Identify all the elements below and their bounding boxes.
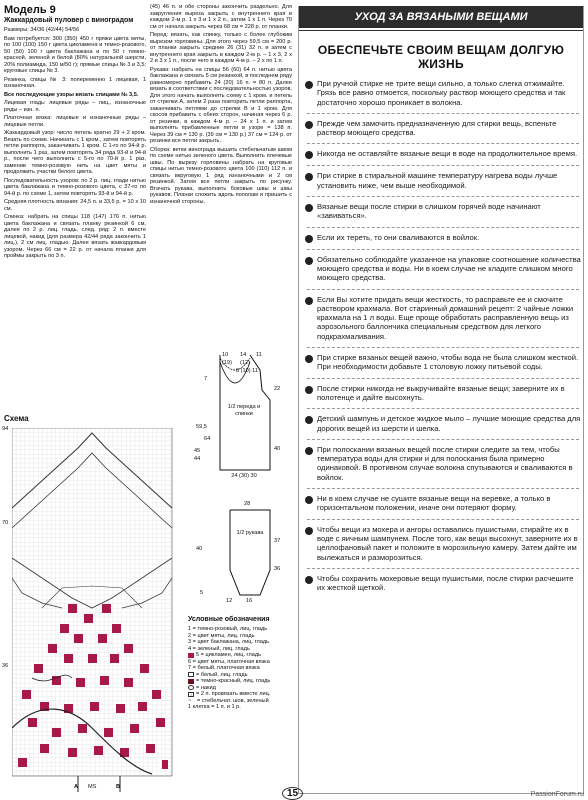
knitting-scheme (12, 428, 184, 796)
care-tip (299, 353, 583, 372)
legend-item: = белый, лиц. гладь (196, 671, 248, 678)
pattern-top-dim: 10 (222, 352, 229, 358)
legend-item: 4 = зеленый, лиц. гладь (188, 645, 250, 652)
ms-label: MS (88, 784, 97, 790)
bullet-icon (305, 257, 313, 265)
model-subtitle: Жаккардовый пуловер с виноградом (4, 17, 134, 24)
care-tip (299, 445, 583, 482)
bullet-icon (305, 355, 313, 363)
legend-item: 1 клетка = 1 п. и 1 р. (188, 704, 241, 710)
care-tip-text: При стирке вязаных вещей важно, чтобы вода не была слишком жесткой. При необходимости добавьте 1 столовую ложку питьевой соды. (317, 353, 579, 372)
divider (307, 289, 579, 290)
instruction-paragraph: Все последующие узоры вязать спицами № 3,5. (4, 91, 139, 98)
front-bottom-dim: 24 (30) 30 (231, 473, 257, 479)
divider (307, 227, 579, 228)
legend-title: Условные обозначения (188, 616, 270, 623)
care-tip (299, 494, 583, 513)
model-title: Модель 9 (4, 4, 56, 16)
legend-item: 2 = цвет мяты, лиц. гладь (188, 632, 255, 639)
pattern-top-dim: 11 (256, 352, 262, 358)
bullet-icon (305, 447, 313, 455)
k2tog-icon: / (188, 692, 194, 697)
sleeve-piece-label: 1/2 рукава (236, 530, 264, 536)
instruction-paragraph: Платочная вязка: лицевые и изнаночные ряды – лицевые петли. (4, 115, 146, 128)
divider (307, 347, 579, 348)
row-number-36: 36 (2, 663, 9, 669)
bullet-icon (305, 297, 313, 305)
instruction-paragraph: (45) 46 п. и обе стороны закончить раздельно. Для закругления выреза закрыть с внутреннего края в каждом 2-м р. 1 х 3 и 1 х 2 п., затем 1 х 1 п. Через 70 см от начала закрыть через 68 см = 228 р. от планки. (150, 4, 292, 30)
bullet-icon (305, 576, 313, 584)
care-tip (299, 119, 583, 138)
pattern-left-dim: 45 (194, 448, 201, 454)
sleeve-bottom-dim: 16 (246, 598, 253, 604)
care-tip (299, 79, 583, 107)
care-tip (299, 233, 583, 243)
instruction-paragraph: Вам потребуется: 300 (350) 450 г пряжи цвета мяты, по 100 (100) 150 г цвета цикламена и темно-розового, 50 (50) 100 г цвета баклажана и по 50 г темно-красной, зеленой и белой (80% натуральной шерсти, 20% полиамида, 150 м/50 г); прямые спицы № 3 и 3,5; круговые спицы № 3. (4, 35, 146, 74)
instruction-paragraph: Размеры: 34/36 (42/44) 54/56 (4, 27, 80, 33)
divider (307, 143, 579, 144)
care-tip-text: При ручной стирке не трите вещи сильно, а только слегка отжимайте. Грязь все равно отмоется, поскольку раствор моющего средства и так достаточно хорошо проникает в волокна. (317, 79, 566, 107)
bullet-icon (305, 204, 313, 212)
instruction-paragraph: Жаккардовый узор: число петель кратно 29 + 2 кром. Вязать по схеме. Начинать с 1 кром., затем повторять петли раппорта, заканчивать 1 кром. С 1-го по 94-й р. выполнить 1 раз, затем повторять 34 ряда 93-й и 94-й р., после чего выполнить с 5-го по 70-й р. 1 раз, заменив темно-розовую нить на цвет мяты и продолжить участки белого цвета. (4, 130, 146, 175)
divider (307, 196, 579, 197)
care-heading: ОБЕСПЕЧЬТЕ СВОИМ ВЕЩАМ ДОЛГУЮ ЖИЗНЬ (317, 43, 565, 71)
divider (307, 165, 579, 166)
legend-item: 3 = цвет баклажана, лиц. гладь (188, 639, 270, 645)
pattern-top-dim: (12) (240, 360, 250, 366)
care-tip (299, 202, 583, 221)
bullet-icon (305, 386, 313, 394)
instruction-paragraph: Спинка: набрать на спицы 118 (147) 176 п. нитью цвета баклажана и связать планку резинкой 6 см, далее по 2 р. лиц. гладь, след. ряд: 2 п. вместе лицевой, накид (для размера 42/44 ряда закончить 1 лиц.), 2 см лиц. гладью. Далее вязать жаккардовым узором. Через 66 см = 22 р. от начала планки для проймы закрыть по 3 п. (4, 214, 146, 259)
care-tip-text: Ни в коем случае не сушите вязаные вещи на веревке, а только в горизонтальном положении, иначе они потеряют форму. (317, 494, 551, 513)
sleeve-right-dim: 36 (274, 566, 281, 572)
divider (307, 519, 579, 520)
bullet-icon (305, 173, 313, 181)
care-tip-text: При стирке в стиральной машине температуру нагрева воды лучше установить ниже, чем выше необходимой. (317, 171, 558, 190)
care-tip-text: Чтобы вещи из мохера и ангоры оставались пушистыми, стирайте их в воде с яичным шампунем. После того, как вещи высохнут, заверните их в целлофановый пакет и положите в морозильную камеру. Затем дайте им вылежаться и разморозиться. (317, 524, 578, 562)
divider (307, 249, 579, 250)
care-tip-text: Никогда не оставляйте вязаные вещи в воде на продолжительное время. (317, 149, 578, 159)
care-tips-column (298, 6, 584, 794)
bullet-icon (305, 496, 313, 504)
care-tip-text: Прежде чем замочить предназначенную для стирки вещь, вспеньте раствор моющего средства. (317, 118, 557, 138)
care-tip-text: Чтобы сохранить мохеровые вещи пушистыми, после стирки расчешите их жесткой щеткой. (317, 573, 574, 593)
pattern-top-dim: 8 (10) 11 (236, 368, 258, 374)
instruction-paragraph: Рукава: набрать на спицы 56 (60) 64 п. нитью цвета баклажана и связать 5 см резинкой, в последнем ряду равномерно прибавить 24 (20) 16 п. = 80 п. Далее вязать в соответствии с последовательностью узоров. Для этого начать выполнять схему с 1 кром. и петель от стрелки А, затем 2 раза повторить петли раппорта, заканчивать петлями до стрелки В и 1 кром. Для скосов прибавить с обеих сторон, начиная через 6 р. от резинки, в каждом 4-м р. – 24 х 1 п. и затем выполнять прибавленные петли в узоре = 138 п. Через 39 см = 130 р. (39 см = 130 р.) 37 см = 124 р. от резинки все петли закрыть. (150, 66, 292, 144)
instruction-paragraph: Лицевая гладь: лицевые ряды – лиц., изнаночные ряды – изн. п. (4, 100, 146, 113)
sleeve-left-dim: 5 (200, 590, 204, 596)
care-tip (299, 384, 583, 403)
divider (307, 378, 579, 379)
scheme-label: Схема (4, 414, 29, 423)
cyclamen-swatch-icon (188, 653, 194, 658)
sleeve-right-dim: 37 (274, 538, 281, 544)
stem-stitch-icon: ~ (188, 697, 192, 704)
instruction-paragraph: Последовательность узоров: по 2 р. лиц. глади нитью цвета баклажана и темно-розового цвета, с 37-го по 94-й р. по схеме 1, затем повторять 93-й и 94-й р. (4, 177, 146, 197)
legend-item: 7 = белый, платочная вязка (188, 665, 260, 671)
legend-item: 5 = цикламен, лиц. гладь (196, 652, 262, 658)
row-number-94: 94 (2, 426, 9, 432)
sleeve-top-dim: 28 (244, 501, 251, 507)
instructions-middle-column (150, 4, 292, 207)
legend-item: 6 = цвет мяты, платочная вязка (188, 658, 270, 665)
pattern-top-dim: 14 (240, 352, 247, 358)
instruction-paragraph: Средняя плотность вязания: 24,5 п. и 33,5 р. = 10 х 10 см. (4, 199, 146, 212)
care-tip-text: После стирки никогда не выкручивайте вязаные вещи; заверните их в полотенце и дайте высохнуть. (317, 383, 565, 402)
pattern-left-dim: 44 (194, 456, 201, 462)
pattern-top-dim: (19) (222, 360, 232, 366)
white-swatch-icon (188, 672, 194, 677)
legend (188, 616, 292, 711)
pattern-right-dim: 22 (274, 386, 281, 392)
sleeve-bottom-dim: 12 (226, 598, 233, 604)
pattern-left-dim: 59,5 (196, 424, 207, 430)
divider (307, 439, 579, 440)
instruction-paragraph: Резинка, спицы № 3: попеременно 1 лицевая, 1 изнаночная. (4, 76, 146, 89)
care-tip-text: Вязаные вещи после стирки в слишком горячей воде начинают «завиваться». (317, 202, 541, 221)
care-tip-text: Обязательно соблюдайте указанное на упаковке соотношение количества моющего средства и воды. Ни в коем случае не кладите слишком много моющего средства. (317, 254, 581, 283)
bullet-icon (305, 416, 313, 424)
legend-item: = 2 п. провязать вместе лиц. (196, 691, 271, 697)
instruction-paragraph: Перед: вязать, как спинку, только с более глубоким вырезом горловины. Для этого через 59,5 см = 200 р. от планки закрыть средние 26 (31) 32 п. и затем с внутреннего края закрыть в каждом 2-м р. – 1 х 3, 2 х 2 и 3 х 1 п., после чего в каждом 4-м р. – 2 х по 1 п. (150, 32, 292, 64)
pattern-left-dim: 7 (204, 376, 208, 382)
bullet-icon (305, 151, 313, 159)
bullet-icon (305, 235, 313, 243)
yarn-over-icon (188, 685, 194, 690)
care-tip-text: При полоскании вязаных вещей после стирки следите за тем, чтобы температура воды для стирки и для полоскания была примерно одинаковой. В противном случае волокна спутываются и сваливаются в войлок. (317, 444, 573, 482)
pattern-right-dim: 40 (274, 446, 281, 452)
care-tip (299, 171, 583, 190)
divider (307, 488, 579, 489)
legend-item: = темно-красный, лиц. гладь (196, 678, 271, 684)
site-watermark: PassionForum.ru (530, 791, 584, 798)
legend-item: 1 = темно-розовый, лиц. гладь (188, 626, 268, 632)
page-number: 15 (282, 787, 303, 800)
bullet-icon (305, 81, 313, 89)
dark-red-swatch-icon (188, 679, 194, 684)
legend-item: = накид (196, 684, 216, 691)
care-tip-text: Детский шампунь и детское жидкое мыло – лучшие моющие средства для дорогих вещей из шерсти и шелка. (317, 414, 581, 433)
care-tip (299, 149, 583, 159)
bullet-icon (305, 527, 313, 535)
care-banner-title: УХОД ЗА ВЯЗАНЫМИ ВЕЩАМИ (354, 11, 528, 23)
bullet-icon (305, 121, 313, 129)
arrow-b-label: B (116, 784, 121, 790)
instructions-left-column (4, 4, 146, 262)
divider (307, 568, 579, 569)
care-tip (299, 295, 583, 341)
care-tip (299, 525, 583, 562)
row-number-70: 70 (2, 520, 9, 526)
care-tip (299, 574, 583, 593)
sleeve-left-dim: 40 (196, 546, 203, 552)
divider (307, 408, 579, 409)
instruction-paragraph: Сборка: ветки винограда вышить стебельчатым швом по схеме нитью зеленого цвета. Выполнить плечевые швы. По вырезу горловины набрать на круговые спицы нитью темно-розового цвета 100 (110) 112 п. и связать вкруговую 1 ряд изнаночными и 2 см резинкой. Затем все петли закрыть по рисунку. Втачать рукава, выполнить боковые швы и швы рукавов. Планки сложить вдоль пополам и пришить с изнаночной стороны. (150, 146, 292, 205)
care-tip (299, 255, 583, 283)
legend-item: = стебельчат. шов, зеленый (197, 697, 269, 704)
divider (307, 113, 579, 114)
care-tip-text: Если Вы хотите придать вещи жесткость, то расправьте ее и смочите раствором крахмала. Вот старинный домашний рецепт: 2 чайные ложки крахмала на 1 л воды. Еще проще обработать расправленную вещь из аэрозольного баллончика специальным средством для легкого подкрахмаливания. (317, 294, 574, 341)
care-banner (299, 6, 583, 28)
care-tip (299, 414, 583, 433)
front-piece-label: 1/2 переда и спинки (227, 404, 261, 417)
arrow-a-label: A (74, 784, 79, 790)
pattern-left-dim: 64 (204, 436, 211, 442)
care-tip-text: Если их тереть, то они сваливаются в войлок. (317, 232, 480, 242)
